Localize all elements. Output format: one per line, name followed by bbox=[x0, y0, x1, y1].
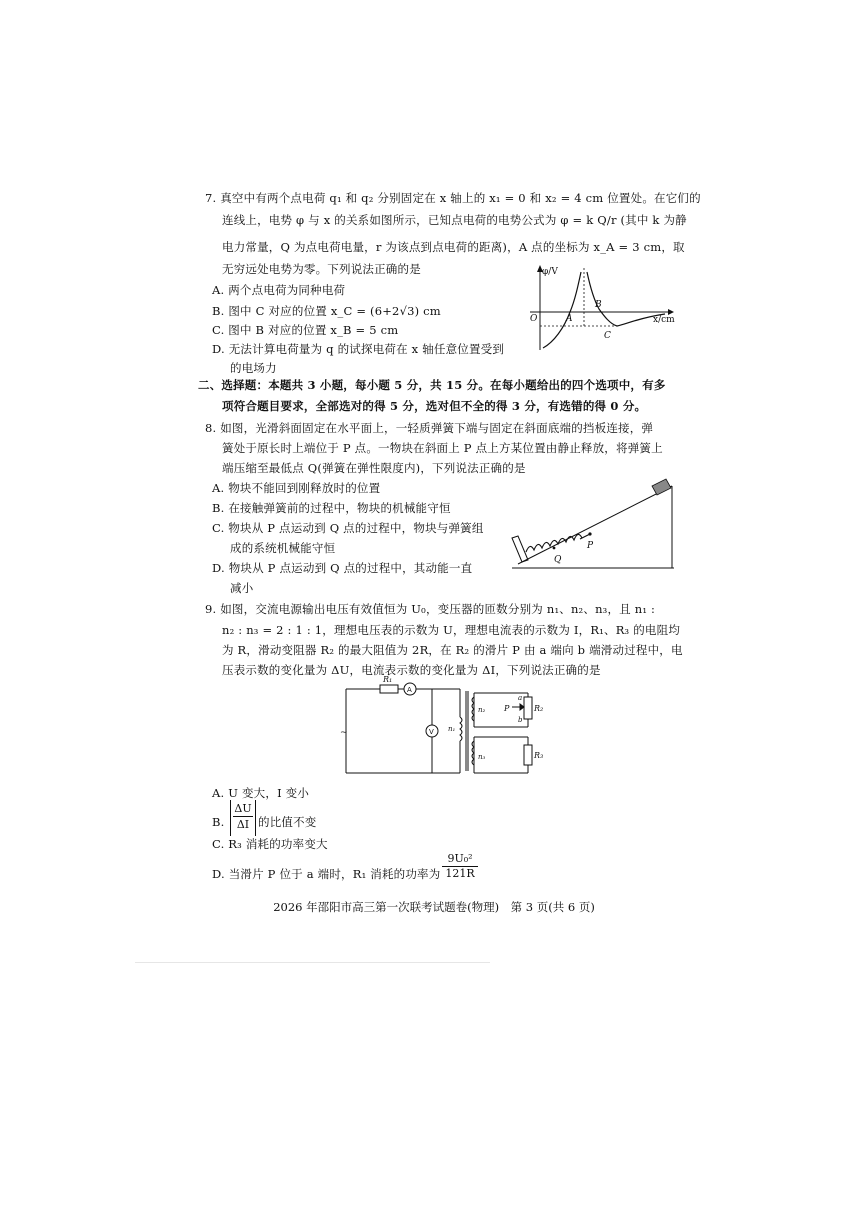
q9-line-2: n₂ : n₃ = 2 : 1 : 1，理想电压表的示数为 U，理想电流表的示数为 I，R₁、R₃ 的电阻均 bbox=[222, 623, 681, 637]
q7-option-d: D. 无法计算电荷量为 q 的试探电荷在 x 轴任意位置受到 bbox=[212, 342, 505, 356]
q8-option-d-cont: 减小 bbox=[230, 581, 254, 595]
q7-potential-graph bbox=[520, 264, 680, 354]
q8-incline-figure bbox=[508, 476, 678, 572]
q7-graph-origin: O bbox=[530, 314, 538, 324]
section-2-header-line-1: 二、选择题：本题共 3 小题，每小题 5 分，共 15 分。在每小题给出的四个选项中，有多 bbox=[198, 378, 666, 392]
q9-circuit-n3-label: n₃ bbox=[478, 753, 486, 761]
q9-circuit-diagram bbox=[338, 673, 558, 779]
q9-circuit-end-a-label: a bbox=[518, 694, 523, 702]
q9-circuit-end-b-label: b bbox=[518, 716, 523, 724]
q9-option-b-denominator: ΔI bbox=[236, 818, 250, 831]
q8-figure-point-q: Q bbox=[554, 555, 562, 565]
q9-circuit-n2-label: n₂ bbox=[478, 706, 486, 714]
q9-line-4: 压表示数的变化量为 ΔU，电流表示数的变化量为 ΔI，下列说法正确的是 bbox=[222, 663, 601, 677]
q7-option-b: B. 图中 C 对应的位置 x_C = (6+2√3) cm bbox=[212, 304, 441, 318]
q9-circuit-n1-label: n₁ bbox=[448, 725, 456, 733]
q8-line-1: 8. 如图，光滑斜面固定在水平面上，一轻质弹簧下端与固定在斜面底端的挡板连接，弹 bbox=[205, 421, 654, 435]
q9-option-b-numerator: ΔU bbox=[234, 802, 252, 815]
q7-option-c: C. 图中 B 对应的位置 x_B = 5 cm bbox=[212, 323, 399, 337]
q9-option-c: C. R₃ 消耗的功率变大 bbox=[212, 837, 328, 851]
q9-option-b-fraction bbox=[230, 800, 256, 836]
q7-graph-x-label: x/cm bbox=[653, 315, 675, 325]
q8-option-c-cont: 成的系统机械能守恒 bbox=[230, 541, 336, 555]
q8-line-3: 端压缩至最低点 Q(弹簧在弹性限度内)，下列说法正确的是 bbox=[222, 461, 526, 475]
q7-option-a: A. 两个点电荷为同种电荷 bbox=[212, 283, 346, 297]
q9-option-b-suffix: 的比值不变 bbox=[258, 815, 317, 829]
q9-line-1: 9. 如图，交流电源输出电压有效值恒为 U₀，变压器的匝数分别为 n₁、n₂、n₃，且 n₁ : bbox=[205, 602, 656, 616]
q7-option-d-cont: 的电场力 bbox=[230, 361, 277, 375]
q9-option-b-prefix: B. bbox=[212, 815, 225, 829]
q9-option-d-denominator: 121R bbox=[445, 867, 475, 880]
q8-option-d: D. 物块从 P 点运动到 Q 点的过程中，其动能一直 bbox=[212, 561, 473, 575]
q8-option-b: B. 在接触弹簧前的过程中，物块的机械能守恒 bbox=[212, 501, 451, 515]
q9-option-d-prefix: D. 当滑片 P 位于 a 端时，R₁ 消耗的功率为 bbox=[212, 867, 441, 881]
q9-option-d-fraction bbox=[442, 852, 478, 881]
q9-circuit-voltmeter-label: V bbox=[429, 728, 434, 736]
q7-line-3: 电力常量，Q 为点电荷电量，r 为该点到点电荷的距离)，A 点的坐标为 x_A = 3 cm，取 bbox=[222, 240, 685, 254]
q7-line-1: 7. 真空中有两个点电荷 q₁ 和 q₂ 分别固定在 x 轴上的 x₁ = 0 和 x₂ = 4 cm 位置处。在它们的 bbox=[205, 191, 701, 205]
section-2-header-line-2: 项符合题目要求，全部选对的得 5 分，选对但不全的得 3 分，有选错的得 0 分。 bbox=[222, 399, 647, 413]
q7-line-2: 连线上，电势 φ 与 x 的关系如图所示，已知点电荷的电势公式为 φ = k Q/r (其中 k 为静 bbox=[222, 213, 687, 227]
q9-option-a: A. U 变大，I 变小 bbox=[212, 786, 310, 800]
scan-artifact-line bbox=[135, 962, 490, 963]
q9-circuit-r3-label: R₃ bbox=[534, 751, 544, 760]
q7-graph-point-b: B bbox=[595, 300, 602, 310]
q7-graph-point-c: C bbox=[604, 331, 611, 341]
q9-option-d-numerator: 9U₀² bbox=[442, 852, 478, 867]
q8-line-2: 簧处于原长时上端位于 P 点。一物块在斜面上 P 点上方某位置由静止释放，将弹簧上 bbox=[222, 441, 663, 455]
q7-line-4: 无穷远处电势为零。下列说法正确的是 bbox=[222, 262, 421, 276]
q9-circuit-r2-label: R₂ bbox=[534, 704, 544, 713]
q7-graph-point-a: A bbox=[566, 314, 573, 324]
page-footer: 2026 年邵阳市高三第一次联考试题卷(物理) 第 3 页(共 6 页) bbox=[273, 900, 595, 914]
q9-circuit-slider-p-label: P bbox=[504, 704, 510, 713]
q9-circuit-source-label: ~ bbox=[340, 728, 348, 738]
q9-circuit-r1-label: R₁ bbox=[383, 675, 393, 684]
q8-option-c: C. 物块从 P 点运动到 Q 点的过程中，物块与弹簧组 bbox=[212, 521, 484, 535]
q7-graph-y-label: φ/V bbox=[542, 267, 558, 277]
q9-circuit-ammeter-label: A bbox=[407, 686, 412, 694]
q8-option-a: A. 物块不能回到刚释放时的位置 bbox=[212, 481, 381, 495]
q9-line-3: 为 R，滑动变阻器 R₂ 的最大阻值为 2R，在 R₂ 的滑片 P 由 a 端向 b 端滑动过程中，电 bbox=[222, 643, 683, 657]
q8-figure-point-p: P bbox=[587, 541, 594, 551]
